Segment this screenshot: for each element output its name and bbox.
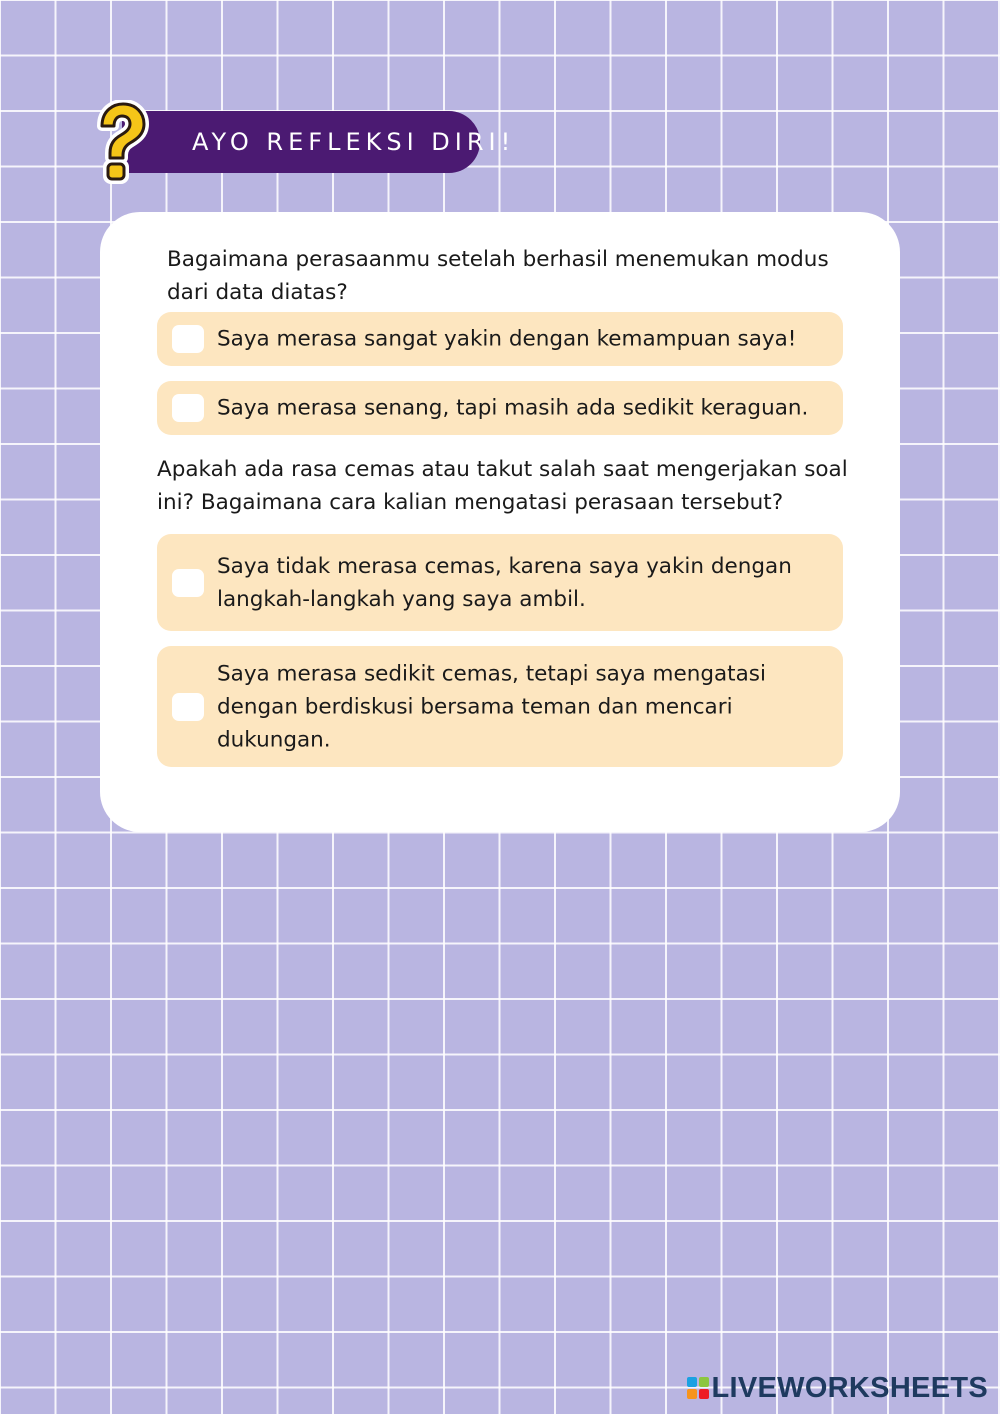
answer-checkbox[interactable] <box>172 325 204 353</box>
liveworksheets-watermark <box>687 1372 989 1404</box>
answer-label: Saya tidak merasa cemas, karena saya yakin dengan langkah-langkah yang saya ambil. <box>217 553 792 612</box>
answer-label: Saya merasa senang, tapi masih ada sedikit keraguan. <box>217 395 809 421</box>
answer-option[interactable] <box>157 534 843 631</box>
question-2-text: Apakah ada rasa cemas atau takut salah saat mengerjakan soal ini? Bagaimana cara kalian mengatasi perasaan tersebut? <box>157 457 848 515</box>
reflection-card <box>100 212 900 832</box>
answer-option[interactable] <box>157 381 843 435</box>
title-banner <box>92 108 516 174</box>
question-1-text: Bagaimana perasaanmu setelah berhasil menemukan modus dari data diatas? <box>167 247 829 305</box>
answer-label: Saya merasa sedikit cemas, tetapi saya mengatasi dengan berdiskusi bersama teman dan mencari dukungan. <box>217 661 766 752</box>
answer-option[interactable] <box>157 646 843 767</box>
title-pill <box>122 111 516 173</box>
answer-checkbox[interactable] <box>172 394 204 422</box>
answer-option[interactable] <box>157 312 843 366</box>
watermark-text: LIVEWORKSHEETS <box>711 1372 988 1404</box>
answer-checkbox[interactable] <box>172 693 204 721</box>
answer-checkbox[interactable] <box>172 569 204 597</box>
question-mark-icon <box>88 100 152 186</box>
liveworksheets-logo-icon <box>687 1377 709 1399</box>
answer-label: Saya merasa sangat yakin dengan kemampuan saya! <box>217 326 797 352</box>
page-title: AYO REFLEKSI DIRI! <box>192 128 516 156</box>
